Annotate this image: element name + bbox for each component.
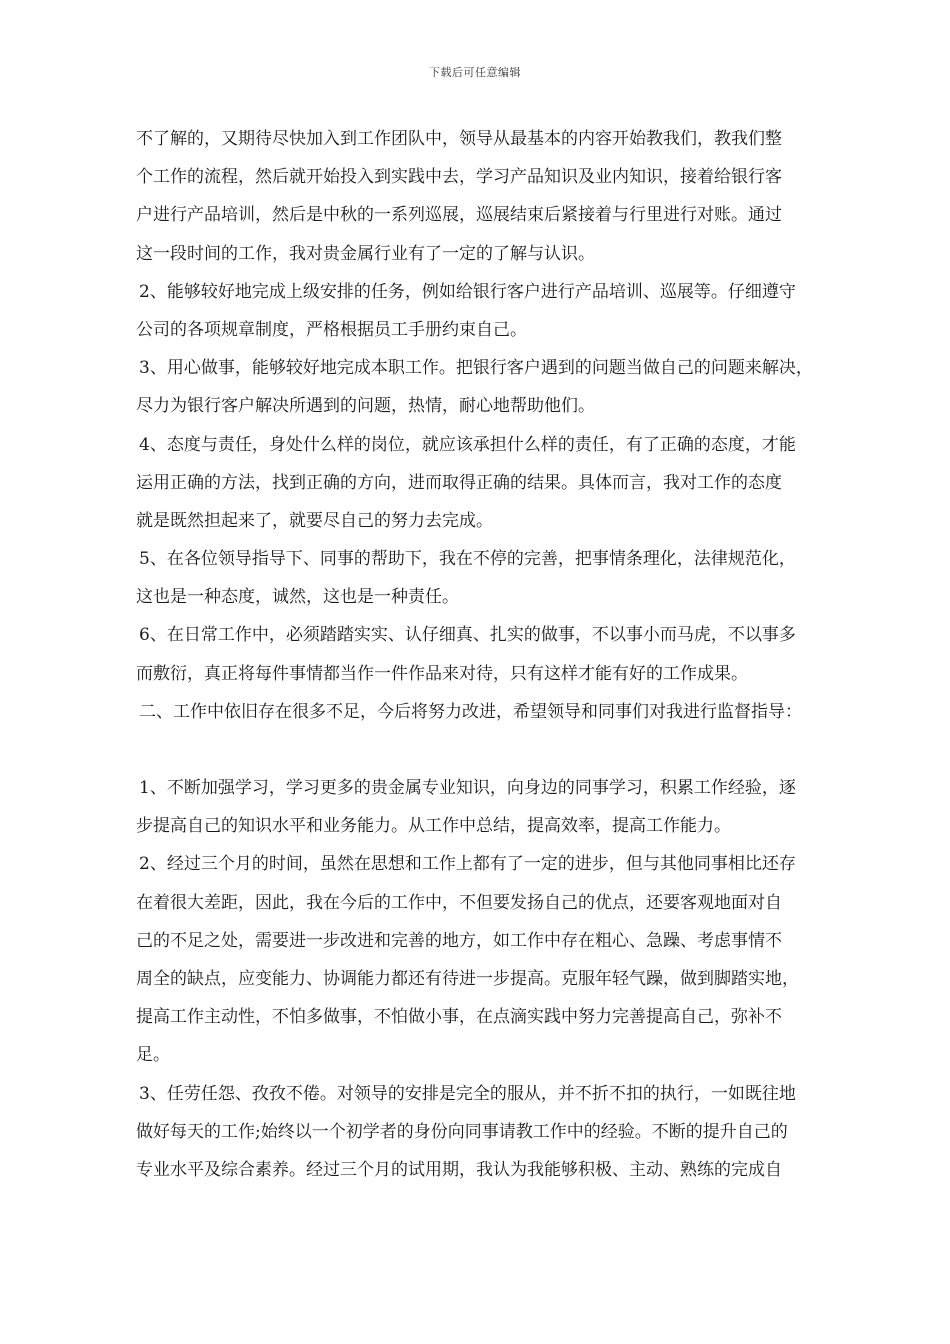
list-item-3-start: 3、任劳任怨、孜孜不倦。对领导的安排是完全的服从，并不折不扣的执行，一如既往地 xyxy=(139,1083,796,1104)
body-line: 这一段时间的工作，我对贵金属行业有了一定的了解与认识。 xyxy=(136,243,595,264)
body-line: 己的不足之处，需要进一步改进和完善的地方，如工作中存在粗心、急躁、考虑事情不 xyxy=(136,930,782,951)
body-line: 做好每天的工作;始终以一个初学者的身份向同事请教工作中的经验。不断的提升自己的 xyxy=(136,1121,788,1142)
body-line: 专业水平及综合素养。经过三个月的试用期，我认为我能够积极、主动、熟练的完成自 xyxy=(136,1159,782,1180)
body-line: 而敷衍，真正将每件事情都当作一件作品来对待，只有这样才能有好的工作成果。 xyxy=(136,663,748,684)
body-line: 不了解的，又期待尽快加入到工作团队中，领导从最基本的内容开始教我们，教我们整 xyxy=(136,129,782,149)
body-line: 个工作的流程，然后就开始投入到实践中去，学习产品知识及业内知识，接着给银行客 xyxy=(136,167,782,188)
body-line: 户进行产品培训，然后是中秋的一系列巡展，巡展结束后紧接着与行里进行对账。通过 xyxy=(136,205,782,226)
paragraph-gap xyxy=(136,731,896,769)
body-line: 公司的各项规章制度，严格根据员工手册约束自己。 xyxy=(136,319,527,340)
body-line: 运用正确的方法，找到正确的方向，进而取得正确的结果。具体而言，我对工作的态度 xyxy=(136,472,782,493)
body-line: 就是既然担起来了，就要尽自己的努力去完成。 xyxy=(136,510,493,531)
body-line: 在着很大差距，因此，我在今后的工作中，不但要发扬自己的优点，还要客观地面对自 xyxy=(136,892,782,913)
list-item-6-start: 6、在日常工作中，必须踏踏实实、认仔细真、扎实的做事，不以事小而马虎，不以事多 xyxy=(139,625,796,646)
body-line: 足。 xyxy=(136,1045,170,1066)
body-line: 周全的缺点，应变能力、协调能力都还有待进一步提高。克服年轻气躁，做到脚踏实地， xyxy=(136,968,799,989)
list-item-3-start: 3、用心做事，能够较好地完成本职工作。把银行客户遇到的问题当做自己的问题来解决， xyxy=(139,358,813,379)
body-line: 步提高自己的知识水平和业务能力。从工作中总结，提高效率，提高工作能力。 xyxy=(136,816,731,837)
list-item-2-start: 2、经过三个月的时间，虽然在思想和工作上都有了一定的进步，但与其他同事相比还存 xyxy=(139,854,796,875)
page-header: 下载后可任意编辑 xyxy=(429,66,521,79)
body-line: 提高工作主动性，不怕多做事，不怕做小事，在点滴实践中努力完善提高自己，弥补不 xyxy=(136,1007,782,1028)
list-item-2-start: 2、能够较好地完成上级安排的任务，例如给银行客户进行产品培训、巡展等。仔细遵守 xyxy=(139,281,796,302)
list-item-5-start: 5、在各位领导指导下、同事的帮助下，我在不停的完善，把事情条理化，法律规范化， xyxy=(139,549,796,570)
document-body xyxy=(136,120,896,1189)
section-heading-2: 二、工作中依旧存在很多不足，今后将努力改进，希望领导和同事们对我进行监督指导： xyxy=(139,701,802,722)
list-item-1-start: 1、不断加强学习，学习更多的贵金属专业知识，向身边的同事学习，积累工作经验，逐 xyxy=(139,778,796,798)
list-item-4-start: 4、态度与责任，身处什么样的岗位，就应该承担什么样的责任，有了正确的态度，才能 xyxy=(139,434,796,455)
body-line: 这也是一种态度，诚然，这也是一种责任。 xyxy=(136,587,459,608)
body-line: 尽力为银行客户解决所遇到的问题，热情，耐心地帮助他们。 xyxy=(136,396,595,417)
